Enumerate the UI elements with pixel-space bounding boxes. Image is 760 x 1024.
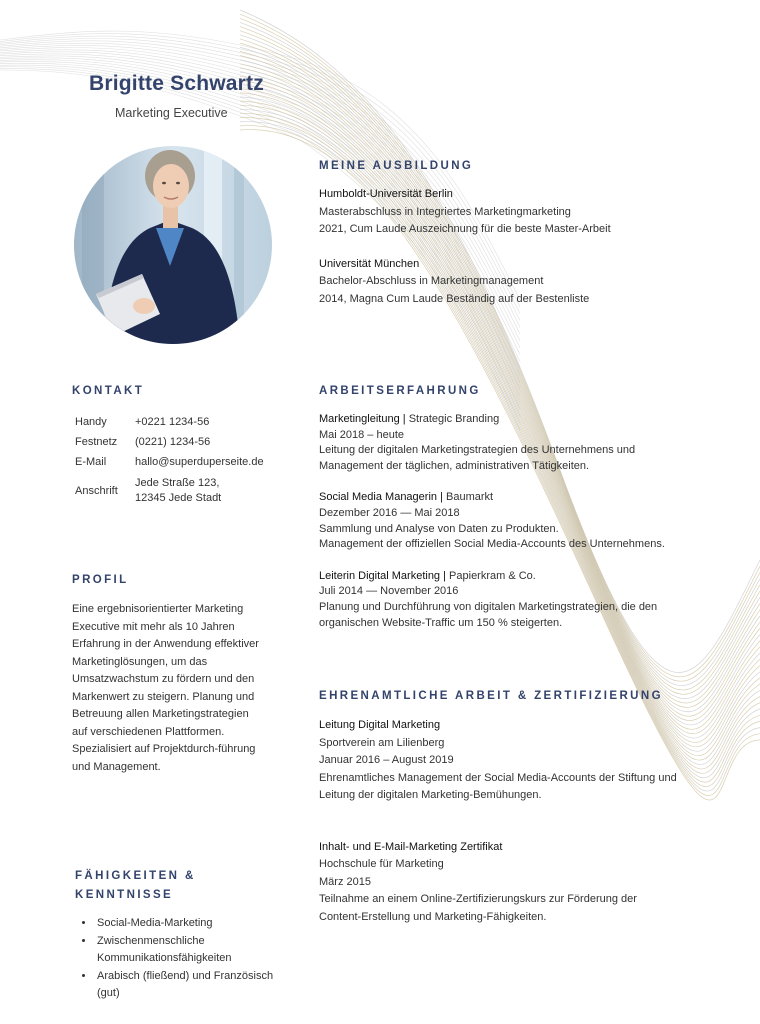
background-wave-line (240, 68, 760, 734)
contact-value (135, 476, 264, 506)
certification-title: Inhalt- und E-Mail-Marketing Zertifikat (319, 840, 503, 853)
profile-text (72, 601, 282, 776)
volunteer-desc: Leitung der digitalen Marketing-Bemühungen. (319, 789, 542, 801)
education-entry (319, 186, 739, 239)
experience-period: Mai 2018 – heute (319, 428, 405, 441)
profile-line: auf verschiedenen Plattformen. (72, 725, 225, 738)
experience-role: Social Media Managerin (319, 491, 438, 504)
contact-email-link[interactable]: hallo@superduperseite.de (135, 456, 264, 468)
contact-heading: KONTAKT (72, 385, 145, 397)
education-school: Humboldt-Universität Berlin (319, 188, 453, 200)
education-entry (319, 256, 739, 309)
volunteer-desc: Ehrenamtliches Management der Social Media-Accounts der Stiftung und (319, 771, 677, 784)
experience-section (319, 412, 739, 631)
experience-role: Leiterin Digital Marketing (319, 569, 441, 582)
experience-entry: Leiterin Digital Marketing | Papierkram & Co. Juli 2014 — November 2016 Planung und Durchführung von digitalen Marketingstrategien, die den organischen Website-Traffic um 150 % steigerten. (319, 569, 739, 631)
education-detail: 2021, Cum Laude Auszeichnung für die beste Master-Arbeit (319, 223, 611, 235)
profile-line: Betreuung allen Marketingstrategien (72, 708, 249, 720)
profile-line: Eine ergebnisorientierter Marketing (72, 603, 244, 615)
background-wave-line (240, 72, 760, 738)
certification-period: März 2015 (319, 875, 371, 888)
contact-label: Festnetz (75, 436, 118, 448)
volunteer-section (319, 717, 739, 926)
experience-desc: Leitung der digitalen Marketingstrategien des Unternehmens und (319, 444, 636, 457)
contact-value: (0221) 1234-56 (135, 436, 211, 448)
experience-period: Dezember 2016 — Mai 2018 (319, 506, 460, 519)
education-section (319, 186, 739, 308)
certification-desc: Content-Erstellung und Marketing-Fähigkeiten. (319, 910, 547, 923)
certification-entry (319, 839, 739, 927)
skill-item: • Zwischenmenschliche Kommunikationsfähigkeiten (95, 933, 295, 968)
skill-item: • Social-Media-Marketing (95, 915, 295, 933)
education-school: Universität München (319, 257, 420, 270)
skills-heading-line: KENNTNISSE (75, 889, 174, 901)
experience-heading: ARBEITSERFAHRUNG (319, 385, 481, 397)
contact-row-festnetz (75, 436, 264, 456)
skill-item: • Arabisch (fließend) und Französisch (gut) (95, 968, 295, 1003)
profile-line: und Management. (72, 760, 161, 773)
education-detail: 2014, Magna Cum Laude Beständig auf der Bestenliste (319, 292, 590, 305)
resume-job-title: Marketing Executive (115, 106, 228, 120)
education-heading: MEINE AUSBILDUNG (319, 160, 474, 172)
contact-row-handy (75, 416, 264, 436)
volunteer-title: Leitung Digital Marketing (319, 719, 441, 731)
profile-line: Spezialisiert auf Projektdurch-führung (72, 743, 256, 755)
volunteer-period: Januar 2016 – August 2019 (319, 754, 454, 766)
contact-value: +0221 1234-56 (135, 416, 210, 428)
volunteer-heading: EHRENAMTLICHE ARBEIT & ZERTIFIZIERUNG (319, 690, 663, 702)
experience-desc: Management der täglichen, administrativen Tätigkeiten. (319, 459, 590, 472)
experience-desc: Sammlung und Analyse von Daten zu Produkten. (319, 522, 559, 535)
profile-heading: PROFIL (72, 574, 129, 586)
experience-period: Juli 2014 — November 2016 (319, 585, 459, 598)
certification-desc: Teilnahme an einem Online-Zertifizierungskurs zur Förderung der (319, 893, 637, 905)
contact-label: Handy (75, 416, 107, 428)
experience-desc: Management der offiziellen Social Media-Accounts des Unternehmens. (319, 538, 665, 551)
certification-org: Hochschule für Marketing (319, 858, 444, 870)
volunteer-entry (319, 717, 739, 805)
profile-line: Erfahrung in der Anwendung effektiver (72, 638, 259, 650)
experience-company: Baumarkt (446, 491, 494, 504)
experience-role: Marketingleitung (319, 413, 400, 425)
education-degree: Masterabschluss in Integriertes Marketingmarketing (319, 205, 571, 218)
contact-table (75, 416, 264, 506)
contact-label: E-Mail (75, 456, 107, 468)
contact-row-anschrift (75, 476, 264, 506)
background-wave-line (240, 76, 760, 742)
portrait-photo (74, 146, 272, 344)
experience-desc: Planung und Durchführung von digitalen Marketingstrategien, die den (319, 600, 658, 613)
contact-address-line: 12345 Jede Stadt (135, 492, 222, 504)
profile-line: Marketinglösungen, um das (72, 655, 208, 668)
volunteer-org: Sportverein am Lilienberg (319, 736, 445, 749)
contact-address-line: Jede Straße 123, (135, 477, 220, 489)
experience-company: Papierkram & Co. (449, 569, 536, 582)
experience-company: Strategic Branding (408, 413, 500, 425)
skills-heading-line: FÄHIGKEITEN & (75, 870, 196, 882)
experience-entry: Social Media Managerin | Baumarkt Dezember 2016 — Mai 2018 Sammlung und Analyse von Daten zu Produkten. Management der offiziellen Social Media-Accounts des Unternehmens. (319, 490, 739, 552)
profile-line: Markenwert zu steigern. Planung und (72, 690, 255, 703)
experience-desc: organischen Website-Traffic um 150 % steigerten. (319, 616, 563, 629)
profile-line: Executive mit mehr als 10 Jahren (72, 620, 235, 633)
skills-list (75, 915, 295, 1003)
skills-heading (75, 867, 196, 905)
education-degree: Bachelor-Abschluss in Marketingmanagement (319, 275, 544, 287)
contact-row-email (75, 456, 264, 476)
resume-name: Brigitte Schwartz (89, 72, 264, 95)
contact-label: Anschrift (75, 485, 118, 497)
experience-entry: Marketingleitung | Strategic Branding Mai 2018 – heute Leitung der digitalen Marketingstrategien des Unternehmens und Management der täglichen, administrativen Tätigkeiten. (319, 412, 739, 474)
profile-line: Umsatzwachstum zu fördern und den (72, 673, 255, 685)
